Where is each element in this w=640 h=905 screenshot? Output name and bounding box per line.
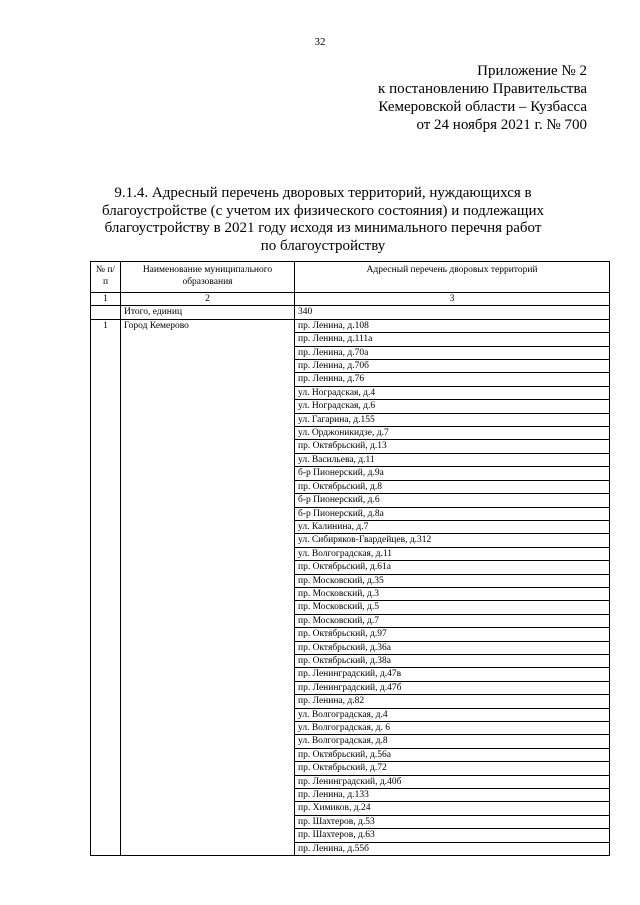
address-cell: пр. Октябрьский, д.56а bbox=[295, 748, 610, 761]
address-cell: пр. Ленинградский, д.47в bbox=[295, 668, 610, 681]
address-cell: пр. Октябрьский, д.61а bbox=[295, 561, 610, 574]
address-cell: ул. Волгоградская, д. 6 bbox=[295, 722, 610, 735]
appendix-line-4: от 24 ноября 2021 г. № 700 bbox=[416, 117, 587, 133]
address-cell: пр. Ленина, д.111а bbox=[295, 333, 610, 346]
total-row bbox=[91, 306, 610, 319]
total-label: Итого, единиц bbox=[121, 306, 295, 319]
address-cell: пр. Московский, д.5 bbox=[295, 601, 610, 614]
address-cell: ул. Васильева, д.11 bbox=[295, 453, 610, 466]
address-cell: пр. Ленина, д.76 bbox=[295, 373, 610, 386]
address-table bbox=[90, 261, 610, 856]
address-cell: пр. Московский, д.35 bbox=[295, 574, 610, 587]
address-cell: ул. Ноградская, д.6 bbox=[295, 400, 610, 413]
address-cell: б-р Пионерский, д.6 bbox=[295, 494, 610, 507]
address-cell: пр. Ленина, д.70б bbox=[295, 360, 610, 373]
address-cell: пр. Шахтеров, д.63 bbox=[295, 829, 610, 842]
address-cell: ул. Волгоградская, д.4 bbox=[295, 708, 610, 721]
address-cell: пр. Октябрьский, д.13 bbox=[295, 440, 610, 453]
address-cell: ул. Ноградская, д.4 bbox=[295, 386, 610, 399]
address-cell: ул. Сибиряков-Гвардейцев, д.312 bbox=[295, 534, 610, 547]
address-cell: пр. Октябрьский, д.36а bbox=[295, 641, 610, 654]
total-empty-cell bbox=[91, 306, 121, 319]
address-cell: б-р Пионерский, д.8а bbox=[295, 507, 610, 520]
address-cell: пр. Химиков, д.24 bbox=[295, 802, 610, 815]
address-cell: пр. Октябрьский, д.8 bbox=[295, 480, 610, 493]
page-number: 32 bbox=[314, 36, 326, 48]
address-cell: б-р Пионерский, д.9а bbox=[295, 467, 610, 480]
appendix-line-3: Кемеровской области – Кузбасса bbox=[378, 99, 587, 115]
address-cell: ул. Волгоградская, д.8 bbox=[295, 735, 610, 748]
column-number-1: 1 bbox=[91, 293, 121, 306]
municipality-name: Город Кемерово bbox=[121, 319, 295, 855]
table-header-row bbox=[91, 262, 610, 293]
appendix-line-1: Приложение № 2 bbox=[477, 63, 587, 79]
address-cell: пр. Октябрьский, д.97 bbox=[295, 628, 610, 641]
address-cell: ул. Калинина, д.7 bbox=[295, 520, 610, 533]
address-cell: пр. Ленинградский, д.47б bbox=[295, 681, 610, 694]
address-cell: ул. Волгоградская, д.11 bbox=[295, 547, 610, 560]
appendix-line-2: к постановлению Правительства bbox=[378, 81, 587, 97]
address-cell: пр. Ленинградский, д.40б bbox=[295, 775, 610, 788]
address-cell: пр. Ленина, д.82 bbox=[295, 695, 610, 708]
column-number-3: 3 bbox=[295, 293, 610, 306]
address-cell: пр. Московский, д.3 bbox=[295, 587, 610, 600]
table-row bbox=[91, 319, 610, 332]
address-cell: пр. Ленина, д.55б bbox=[295, 842, 610, 855]
total-value: 340 bbox=[295, 306, 610, 319]
address-cell: пр. Октябрьский, д.72 bbox=[295, 762, 610, 775]
address-cell: ул. Орджоникидзе, д.7 bbox=[295, 427, 610, 440]
document-title: 9.1.4. Адресный перечень дворовых территорий, нуждающихся в благоустройстве (с учетом их физического состояния) и подлежащих благоустройству в 2021 году исходя из минимального перечня работ по благоустройству bbox=[102, 185, 544, 254]
address-cell: пр. Ленина, д.70а bbox=[295, 346, 610, 359]
address-cell: пр. Шахтеров, д.53 bbox=[295, 815, 610, 828]
header-number: № п/п bbox=[91, 262, 121, 293]
column-number-2: 2 bbox=[121, 293, 295, 306]
address-cell: пр. Октябрьский, д.38а bbox=[295, 654, 610, 667]
address-cell: ул. Гагарина, д.155 bbox=[295, 413, 610, 426]
header-municipality: Наименование муниципального образования bbox=[121, 262, 295, 293]
address-cell: пр. Московский, д.7 bbox=[295, 614, 610, 627]
column-number-row bbox=[91, 293, 610, 306]
address-cell: пр. Ленина, д.133 bbox=[295, 789, 610, 802]
address-cell: пр. Ленина, д.108 bbox=[295, 319, 610, 332]
row-number: 1 bbox=[91, 319, 121, 855]
header-addresses: Адресный перечень дворовых территорий bbox=[295, 262, 610, 293]
appendix-header bbox=[378, 62, 587, 134]
